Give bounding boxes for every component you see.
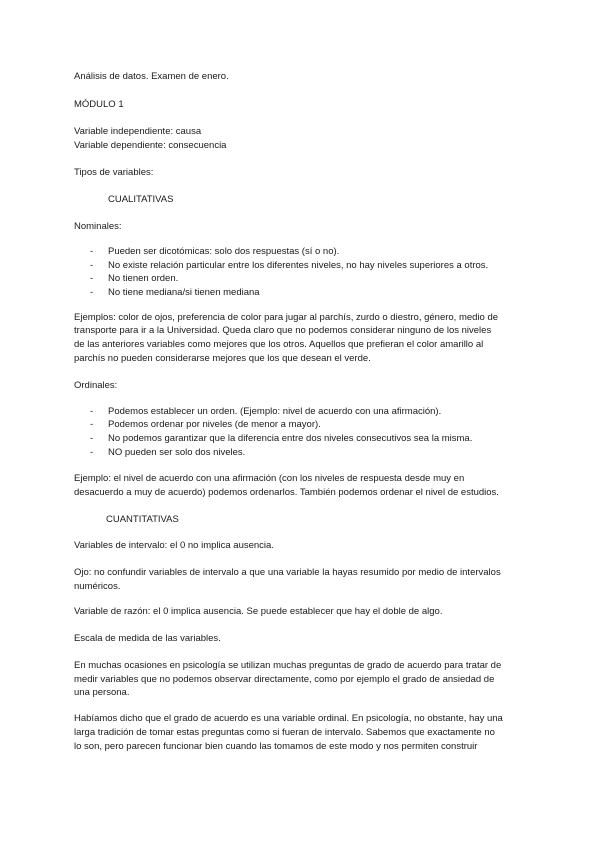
list-item: Podemos ordenar por niveles (de menor a mayor).: [108, 419, 321, 430]
text-line: Variable independiente: causa: [74, 126, 202, 137]
text-line: Variable dependiente: consecuencia: [74, 140, 227, 151]
bullet-marker: -: [90, 273, 94, 284]
text-line: Escala de medida de las variables.: [74, 633, 221, 644]
document-title: Análisis de datos. Examen de enero.: [74, 71, 229, 82]
bullet-marker: -: [90, 260, 94, 271]
bullet-marker: -: [90, 419, 94, 430]
text-line: numéricos.: [74, 581, 121, 592]
list-item: No tienen orden.: [108, 273, 179, 284]
list-item: No tiene mediana/si tienen mediana: [108, 287, 260, 298]
list-item: Podemos establecer un orden. (Ejemplo: nivel de acuerdo con una afirmación).: [108, 406, 442, 417]
module-heading: MÓDULO 1: [74, 99, 124, 110]
bullet-marker: -: [90, 246, 94, 257]
text-line: Habíamos dicho que el grado de acuerdo es una variable ordinal. En psicología, no obstante, hay una: [74, 713, 503, 724]
text-line: larga tradición de tomar estas preguntas como si fueran de intervalo. Sabemos que exactamente no: [74, 727, 495, 738]
subheading: Nominales:: [74, 221, 122, 232]
list-item: Pueden ser dicotómicas: solo dos respuestas (sí o no).: [108, 246, 340, 257]
bullet-marker: -: [90, 406, 94, 417]
text-line: de las anteriores variables como mejores que los otros. Aquellos que prefieran el color amarillo al: [74, 339, 484, 350]
text-line: desacuerdo a muy de acuerdo) podemos ordenarlos. También podemos ordenar el nivel de estudios.: [74, 487, 499, 498]
text-line: Ojo: no confundir variables de intervalo a que una variable la hayas resumido por medio de intervalos: [74, 567, 501, 578]
text-line: medir variables que no podemos observar directamente, como por ejemplo el grado de ansiedad de: [74, 674, 495, 685]
text-line: En muchas ocasiones en psicología se utilizan muchas preguntas de grado de acuerdo para tratar de: [74, 660, 502, 671]
text-line: Variables de intervalo: el 0 no implica ausencia.: [74, 540, 274, 551]
bullet-marker: -: [90, 287, 94, 298]
section-heading: CUANTITATIVAS: [106, 514, 179, 525]
text-line: transporte para ir a la Universidad. Queda claro que no podemos considerar ninguno de los niveles: [74, 325, 492, 336]
bullet-marker: -: [90, 447, 94, 458]
text-line: Variable de razón: el 0 implica ausencia. Se puede establecer que hay el doble de algo.: [74, 606, 443, 617]
list-item: No podemos garantizar que la diferencia entre dos niveles consecutivos sea la misma.: [108, 433, 473, 444]
section-heading: CUALITATIVAS: [108, 194, 174, 205]
text-line: Ejemplos: color de ojos, preferencia de color para jugar al parchís, zurdo o diestro, género, medio de: [74, 312, 499, 323]
list-item: No existe relación particular entre los diferentes niveles, no hay niveles superiores a otros.: [108, 260, 489, 271]
text-line: Ejemplo: el nivel de acuerdo con una afirmación (con los niveles de respuesta desde muy en: [74, 473, 465, 484]
text-line: parchís no pueden considerarse mejores que los que desean el verde.: [74, 353, 371, 364]
text-line: Tipos de variables:: [74, 167, 154, 178]
text-line: lo son, pero parecen funcionar bien cuando las tomamos de este modo y nos permiten construir: [74, 741, 478, 752]
subheading: Ordinales:: [74, 380, 118, 391]
bullet-marker: -: [90, 433, 94, 444]
list-item: NO pueden ser solo dos niveles.: [108, 447, 246, 458]
text-line: una persona.: [74, 687, 130, 698]
